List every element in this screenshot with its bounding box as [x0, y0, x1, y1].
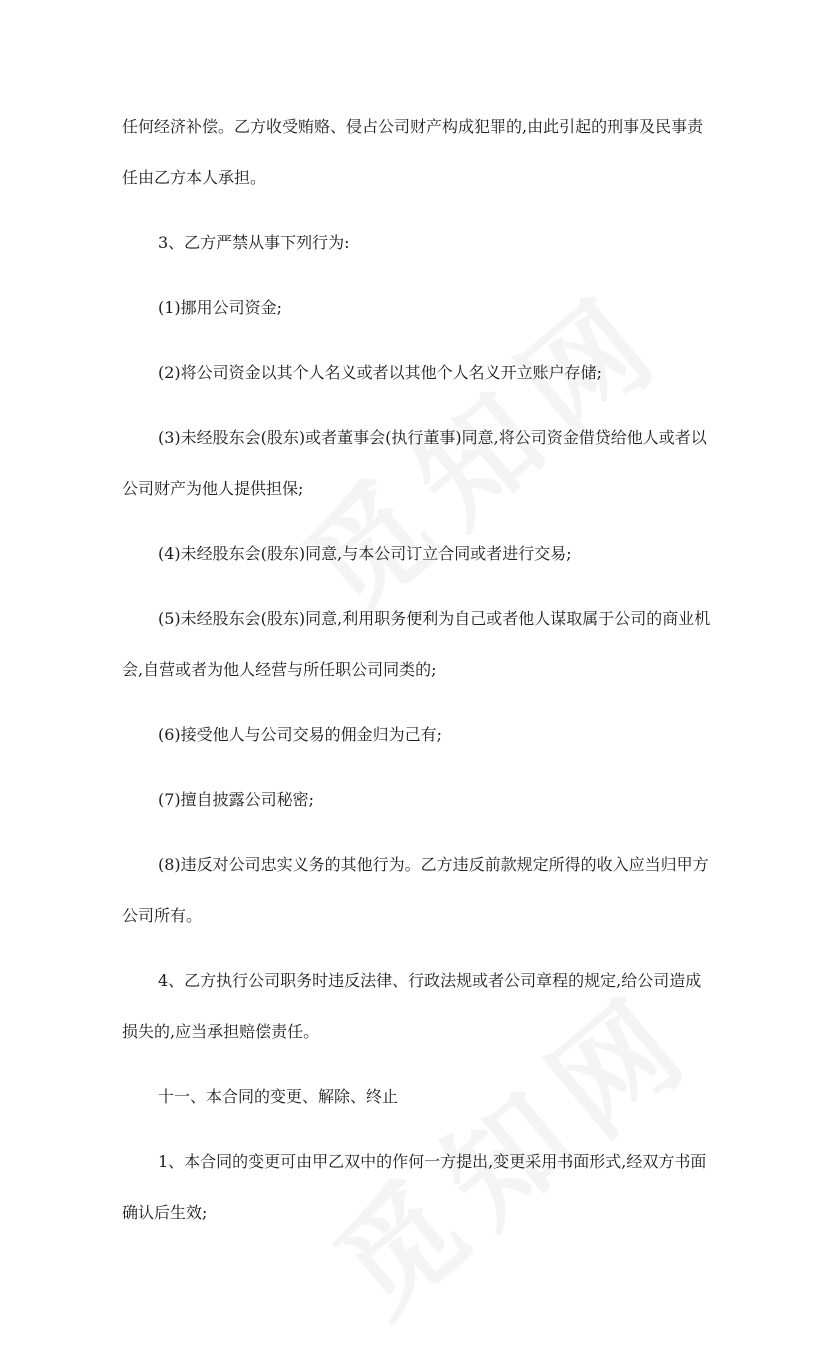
paragraph: (6)接受他人与公司交易的佣金归为己有;: [158, 725, 443, 744]
paragraph: 3、乙方严禁从事下列行为:: [158, 233, 350, 252]
paragraph: 1、本合同的变更可由甲乙双中的作何一方提出,变更采用书面形式,经双方书面确认后生效;: [122, 1152, 707, 1222]
document-body: [122, 101, 712, 1238]
paragraph: (7)擅自披露公司秘密;: [158, 790, 315, 809]
section-heading: 十一、本合同的变更、解除、终止: [158, 1087, 399, 1106]
paragraph: (1)挪用公司资金;: [158, 298, 283, 317]
paragraph: (2)将公司资金以其个人名义或者以其他个人名义开立账户存储;: [158, 363, 603, 382]
paragraph: 4、乙方执行公司职务时违反法律、行政法规或者公司章程的规定,给公司造成损失的,应当承担赔偿责任。: [122, 971, 702, 1041]
paragraph: (3)未经股东会(股东)或者董事会(执行董事)同意,将公司资金借贷给他人或者以公司财产为他人提供担保;: [122, 428, 707, 498]
paragraph: (8)违反对公司忠实义务的其他行为。乙方违反前款规定所得的收入应当归甲方公司所有。: [122, 855, 709, 925]
paragraph: (5)未经股东会(股东)同意,利用职务便利为自己或者他人谋取属于公司的商业机会,自营或者为他人经营与所任职公司同类的;: [122, 609, 711, 679]
paragraph: (4)未经股东会(股东)同意,与本公司订立合同或者进行交易;: [158, 544, 572, 563]
paragraph: 任何经济补偿。乙方收受贿赂、侵占公司财产构成犯罪的,由此引起的刑事及民事责任由乙方本人承担。: [122, 117, 704, 187]
